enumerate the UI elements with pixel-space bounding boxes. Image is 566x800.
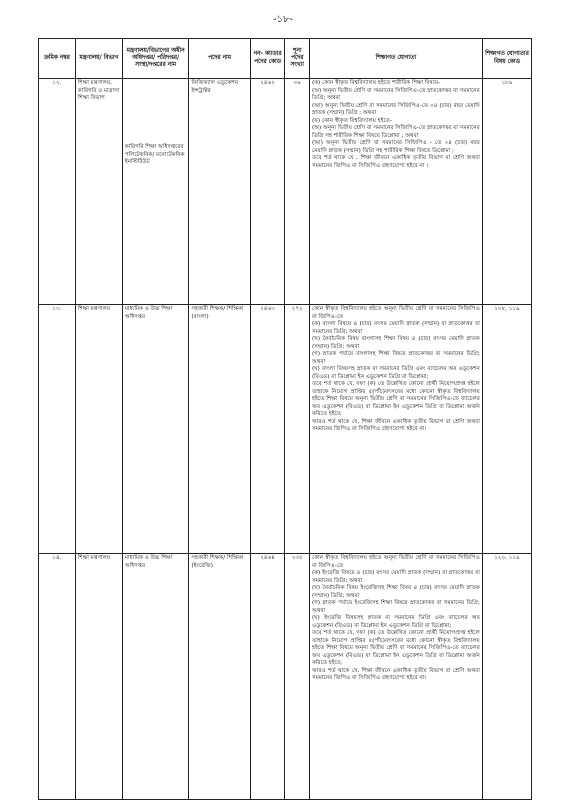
qualification-line: (ক) ইংরেজি বিষয়ে ৪ (চার) বৎসর মেয়াদি স্নাতক (সম্মান) বা স্নাতকোত্তর বা সমমানের ডিগ্রি; অথবা bbox=[312, 570, 480, 584]
row-department-top: মাধ্যমিক ও উচ্চ শিক্ষা অধিদপ্তর bbox=[124, 306, 173, 320]
header-code: নন- ক্যাডার পদের কোড bbox=[250, 39, 285, 79]
row-code: ২৪৬২ bbox=[250, 79, 285, 305]
table-header-row bbox=[39, 39, 532, 79]
qualification-line: (ঘ) ইংরেজি বিষয়সহ স্নাতক বা সমমানের ডিগ্রি এবং ব্যাচেলর অব এডুকেশন (বিএড) বা ডিপ্লোমা ইন এডুকেশন ডিগ্রি বা ডিপ্লোমা; bbox=[312, 615, 480, 629]
row-code: ২৪৬৩ bbox=[250, 305, 285, 554]
row-post: সহকারী শিক্ষক/ শিক্ষিকা (ইংরেজি) bbox=[189, 554, 250, 800]
qualification-line: তবে শর্ত থাকে যে, দফা (ক) তে উল্লেখিত কোনো প্রার্থী নিয়োগপ্রাপ্ত হইলে তাহাকে নিয়োগ প্রাপ্তির ৫(পাঁচ)বৎসরের মধ্যে কোনো স্বীকৃত বিশ্ববিদ্যালয় হইতে শিক্ষা বিষয়ে অনূন্য দ্বিতীয় শ্রেণি বা সমমানের সিজিপিএ-তে ব্যাচেলর অব এডুকেশন (বিএড) বা ডিপ্লোমা ইন এডুকেশন ডিগ্রি বা ডিপ্লোমা অর্জন করিতে হইবে; bbox=[312, 630, 480, 666]
qualification-line: (খ) নৈর্বাচনিক বিষয় বাংলাসহ শিক্ষা বিষয় ৪ (চার) বৎসর মেয়াদি স্নাতক (সম্মান) ডিগ্রি; অথবা bbox=[312, 336, 480, 350]
header-department: মন্ত্রণালয়/বিভাগের অধীন অধিদপ্তর/ পরিদপ্তর/ সংস্থা/দপ্তরের নাম bbox=[122, 39, 188, 79]
qualification-line: (আ) অনূন্য দ্বিতীয় শ্রেণি বা সমমানের সিজিপিএ - তে ০৪ (চার) বছর মেয়াদি স্নাতক (সম্মান) ডিগ্রি সহ শারীরিক শিক্ষা বিষয়ে ডিপ্লোমা ; bbox=[312, 140, 480, 154]
row-code: ২৪৬৪ bbox=[250, 554, 285, 800]
row-serial: ১৩. bbox=[39, 305, 76, 554]
qualification-line: (গ) স্নাতক পর্যায়ে বাংলাসহ শিক্ষা বিষয়ে স্নাতকোত্তর বা সমমানের ডিগ্রি; অথবা bbox=[312, 351, 480, 365]
row-ministry: শিক্ষা মন্ত্রণালয়, কারিগরি ও মাদ্রাসা শিক্ষা বিভাগ bbox=[75, 79, 122, 305]
qualification-line: (অ) অনূন্য দ্বিতীয় শ্রেণি বা সমমানের সিজিপিএ-তে স্নাতকোত্তর বা সমমানের ডিগ্রি; অথবা bbox=[312, 87, 480, 101]
row-serial: ১২. bbox=[39, 79, 76, 305]
qualification-line: কোন স্বীকৃত বিশ্ববিদ্যালয় হইতে অনূন্য দ্বিতীয় শ্রেণি বা সমমানের সিজিপিএ বা জিপিএ-তে bbox=[312, 306, 480, 320]
row-serial: ১৪. bbox=[39, 554, 76, 800]
qualification-line: আরও শর্ত থাকে যে, শিক্ষা জীবনে একাধিক তৃতীয় বিভাগ বা শ্রেণি অথবা সমমানের জিপিএ বা সিজিপিএ গ্রহণযোগ্য হইবে না। bbox=[312, 418, 480, 432]
qualification-line: (ক) কোন স্বীকৃত বিশ্ববিদ্যালয় হইতে শারীরিক শিক্ষা বিষয়ে- bbox=[312, 80, 441, 86]
header-post: পদের নাম bbox=[189, 39, 250, 79]
row-department-bottom: কারিগরি শিক্ষা অধিদপ্তরের পলিটেকনিক/ মনোটেকনিক ইনস্টিটিউট bbox=[124, 144, 185, 165]
row-vacancy: ০৯ bbox=[285, 79, 310, 305]
row-subject-code: ১০৮, ১১৯ bbox=[482, 305, 531, 554]
table-row bbox=[39, 554, 532, 800]
row-department bbox=[122, 305, 188, 554]
row-vacancy: ২৩৫ bbox=[285, 554, 310, 800]
qualification-line: (খ) কোন স্বীকৃত বিশ্ববিদ্যালয় হইতে- bbox=[312, 117, 392, 124]
page-number: -১৮- bbox=[272, 14, 294, 25]
qualification-line: (আ) অনূন্য দ্বিতীয় শ্রেণি বা সমমানের সিজিপিএ-তে ০৪ (চার) বছর মেয়াদি স্নাতক (সম্মান) ডিগ্রি ; অথবা bbox=[312, 102, 480, 116]
qualification-line: (খ) নৈর্বাচনিক বিষয় ইংরেজিসহ শিক্ষা বিষয় ৪ (চার) বৎসর মেয়াদি স্নাতক (সম্মান) ডিগ্রি; অথবা bbox=[312, 585, 480, 599]
qualification-line: (গ) স্নাতক পর্যায়ে ইংরেজিসহ শিক্ষা বিষয়ে স্নাতকোত্তর বা সমমানের ডিগ্রি; অথবা bbox=[312, 600, 480, 614]
qualification-line: (ঘ) বাংলা বিষয়সহ স্নাতক বা সমমানের ডিগ্রি এবং ব্যাচেলর অব এডুকেশন (বিএড) বা ডিপ্লোমা ইন এডুকেশন ডিগ্রি বা ডিপ্লোমা; bbox=[312, 366, 480, 380]
row-vacancy: ২৭২ bbox=[285, 305, 310, 554]
qualification-line: (অ) অনূন্য দ্বিতীয় শ্রেণি বা সমমানের সিজিপিএ-তে স্নাতকোত্তর বা সমমানের ডিগ্রি সহ শারীরিক শিক্ষা বিষয়ে ডিপ্লোমা ; অথবা bbox=[312, 125, 480, 139]
row-subject-code: ১৮৯ bbox=[482, 79, 531, 305]
header-ministry: মন্ত্রণালয়/ বিভাগ bbox=[75, 39, 122, 79]
row-department bbox=[122, 554, 188, 800]
header-serial: ক্রমিক নম্বর bbox=[39, 39, 76, 79]
header-qualification: শিক্ষাগত যোগ্যতা bbox=[310, 39, 483, 79]
row-department bbox=[122, 79, 188, 305]
qualification-line: তবে শর্ত থাকে যে, দফা (ক) তে উল্লেখিত কোনো প্রার্থী নিয়োগপ্রাপ্ত হইলে তাহাকে নিয়োগ প্রাপ্তির ৫(পাঁচ)বৎসরের মধ্যে কোনো স্বীকৃত বিশ্ববিদ্যালয় হইতে শিক্ষা বিষয়ে অনূন্য দ্বিতীয় শ্রেণি বা সমমানের সিজিপিএ-তে ব্যাচেলর অব এডুকেশন (বিএড) বা ডিপ্লোমা ইন এডুকেশন ডিগ্রি বা ডিপ্লোমা অর্জন করিতে হইবে; bbox=[312, 381, 480, 417]
row-post: ফিজিক্যাল এডুকেশন ইন্সট্রাক্টর bbox=[189, 79, 250, 305]
qualification-line: আরও শর্ত থাকে যে, শিক্ষা জীবনে একাধিক তৃতীয় বিভাগ বা শ্রেণি অথবা সমমানের জিপিএ বা সিজিপিএ গ্রহণযোগ্য হইবে না। bbox=[312, 667, 480, 681]
row-qualification bbox=[310, 554, 483, 800]
header-vacancy: শূন্য পদের সংখ্যা bbox=[285, 39, 310, 79]
qualification-line: (ক) বাংলা বিষয়ে ৪ (চার) বৎসর মেয়াদি স্নাতক (সম্মান) বা স্নাতকোত্তর বা সমমানের ডিগ্রি; অথবা bbox=[312, 321, 480, 335]
table-row bbox=[39, 79, 532, 305]
qualification-line: তবে শর্ত থাকে যে , শিক্ষা জীবনে একাধিক তৃতীয় বিভাগ বা শ্রেণি অথবা সমমানের জিপিএ বা সিজিপিএ গ্রহণযোগ্য হইবে না । bbox=[312, 155, 480, 169]
row-subject-code: ১২০, ১১৯ bbox=[482, 554, 531, 800]
qualification-line: কোন স্বীকৃত বিশ্ববিদ্যালয় হইতে অনূন্য দ্বিতীয় শ্রেণি বা সমমানের সিজিপিএ বা জিপিএ-তে bbox=[312, 555, 480, 569]
header-subject-code: শিক্ষাগত যোগ্যতার বিষয় কোড bbox=[482, 39, 531, 79]
row-ministry: শিক্ষা মন্ত্রণালয় bbox=[75, 554, 122, 800]
row-department-top: মাধ্যমিক ও উচ্চ শিক্ষা অধিদপ্তর bbox=[124, 555, 173, 569]
table-row bbox=[39, 305, 532, 554]
row-post: সহকারী শিক্ষক/ শিক্ষিকা (বাংলা) bbox=[189, 305, 250, 554]
row-qualification bbox=[310, 305, 483, 554]
vacancy-table bbox=[38, 38, 532, 800]
row-qualification bbox=[310, 79, 483, 305]
row-ministry: শিক্ষা মন্ত্রণালয় bbox=[75, 305, 122, 554]
